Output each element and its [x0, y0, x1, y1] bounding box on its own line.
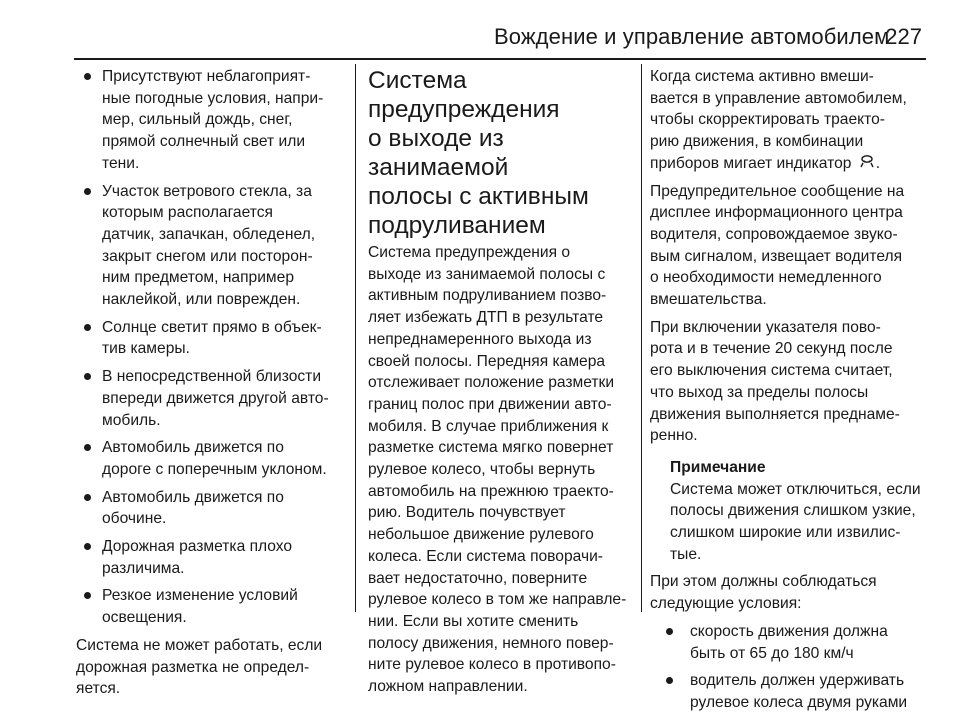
- note-box: [650, 457, 928, 566]
- bullet-icon: [84, 494, 91, 501]
- list-item: водитель должен удерживать рулевое колеса двумя руками: [650, 670, 928, 713]
- list-item: Участок ветрового стекла, за которым располагается датчик, запачкан, обледенел, закрыт снегом или посторон- ним предметом, например наклейкой, или поврежден.: [76, 181, 348, 311]
- body-paragraph: Система предупреждения о выходе из занимаемой полосы с активным подруливанием позво- ляет избежать ДТП в результате непреднамеренного выхода из своей полосы. Передняя камера отслеживает положение разметки границ полос при движении авто- мобиля. В случае приближения к разметке система мягко повернет рулевое колесо, чтобы вернуть автомобиль на прежнюю траекто- рию. Водитель почувствует небольшое движение рулевого колеса. Если система поворачи- вает недостаточно, поверните рулевое колесо в том же направле- нии. Если вы хотите сменить полосу движения, немного повер- ните рулевое колесо в противопо- ложном направлении.: [368, 244, 627, 696]
- column-divider-right: [641, 64, 642, 612]
- column-middle: [368, 66, 632, 704]
- page-header: [74, 18, 926, 62]
- note-title: Примечание: [670, 458, 766, 476]
- bullet-icon: [84, 188, 91, 195]
- turn-signal-paragraph: При включении указателя пово- рота и в течение 20 секунд после его выключения система считает, что выход за пределы полосы движения выполняется преднаме- ренно.: [650, 318, 900, 445]
- lane-keep-assist-icon: [858, 153, 876, 175]
- list-item: Присутствуют неблагоприят- ные погодные условия, напри- мер, сильный дождь, снег, прямой солнечный свет или тени.: [76, 66, 348, 175]
- list-item: Автомобиль движется по дороге с поперечным уклоном.: [76, 437, 348, 480]
- column-divider-left: [355, 64, 356, 612]
- list-item: Резкое изменение условий освещения.: [76, 585, 348, 628]
- bullet-icon: [666, 628, 673, 635]
- warning-paragraph: Предупредительное сообщение на дисплее информационного центра водителя, сопровождаемое звуко- вым сигналом, извещает водителя о необходимости немедленного вмешательства.: [650, 182, 905, 309]
- bullet-icon: [84, 73, 91, 80]
- bullet-icon: [666, 677, 673, 684]
- list-item: Автомобиль движется по обочине.: [76, 487, 348, 530]
- column-right: [650, 66, 928, 720]
- closing-paragraph: Система не может работать, если дорожная разметка не определ- яется.: [76, 636, 323, 698]
- indicator-paragraph: Когда система активно вмеши- вается в управление автомобилем, чтобы скорректировать траекто- рию движения, в комбинации приборов мигает индикатор .: [650, 66, 928, 175]
- conditions-list: [76, 66, 348, 629]
- header-rule: [74, 58, 926, 60]
- section-heading: Система предупреждения о выходе из занимаемой полосы с активным подруливанием: [368, 67, 589, 239]
- list-item: Солнце светит прямо в объек- тив камеры.: [76, 317, 348, 360]
- list-item: В непосредственной близости впереди движется другой авто- мобиль.: [76, 366, 348, 431]
- bullet-icon: [84, 324, 91, 331]
- page-title: Вождение и управление автомобилем: [494, 24, 890, 49]
- bullet-icon: [84, 444, 91, 451]
- list-item: Дорожная разметка плохо различима.: [76, 536, 348, 579]
- note-text: Система может отключиться, если полосы движения слишком узкие, слишком широкие или извилис- тые.: [670, 480, 921, 563]
- requirements-list: [650, 621, 928, 714]
- bullet-icon: [84, 592, 91, 599]
- bullet-icon: [84, 373, 91, 380]
- page-number: 227: [885, 24, 922, 49]
- bullet-icon: [84, 543, 91, 550]
- conditions-intro: При этом должны соблюдаться следующие условия:: [650, 573, 877, 613]
- column-left: [76, 66, 348, 706]
- list-item: скорость движения должна быть от 65 до 180 км/ч: [650, 621, 928, 664]
